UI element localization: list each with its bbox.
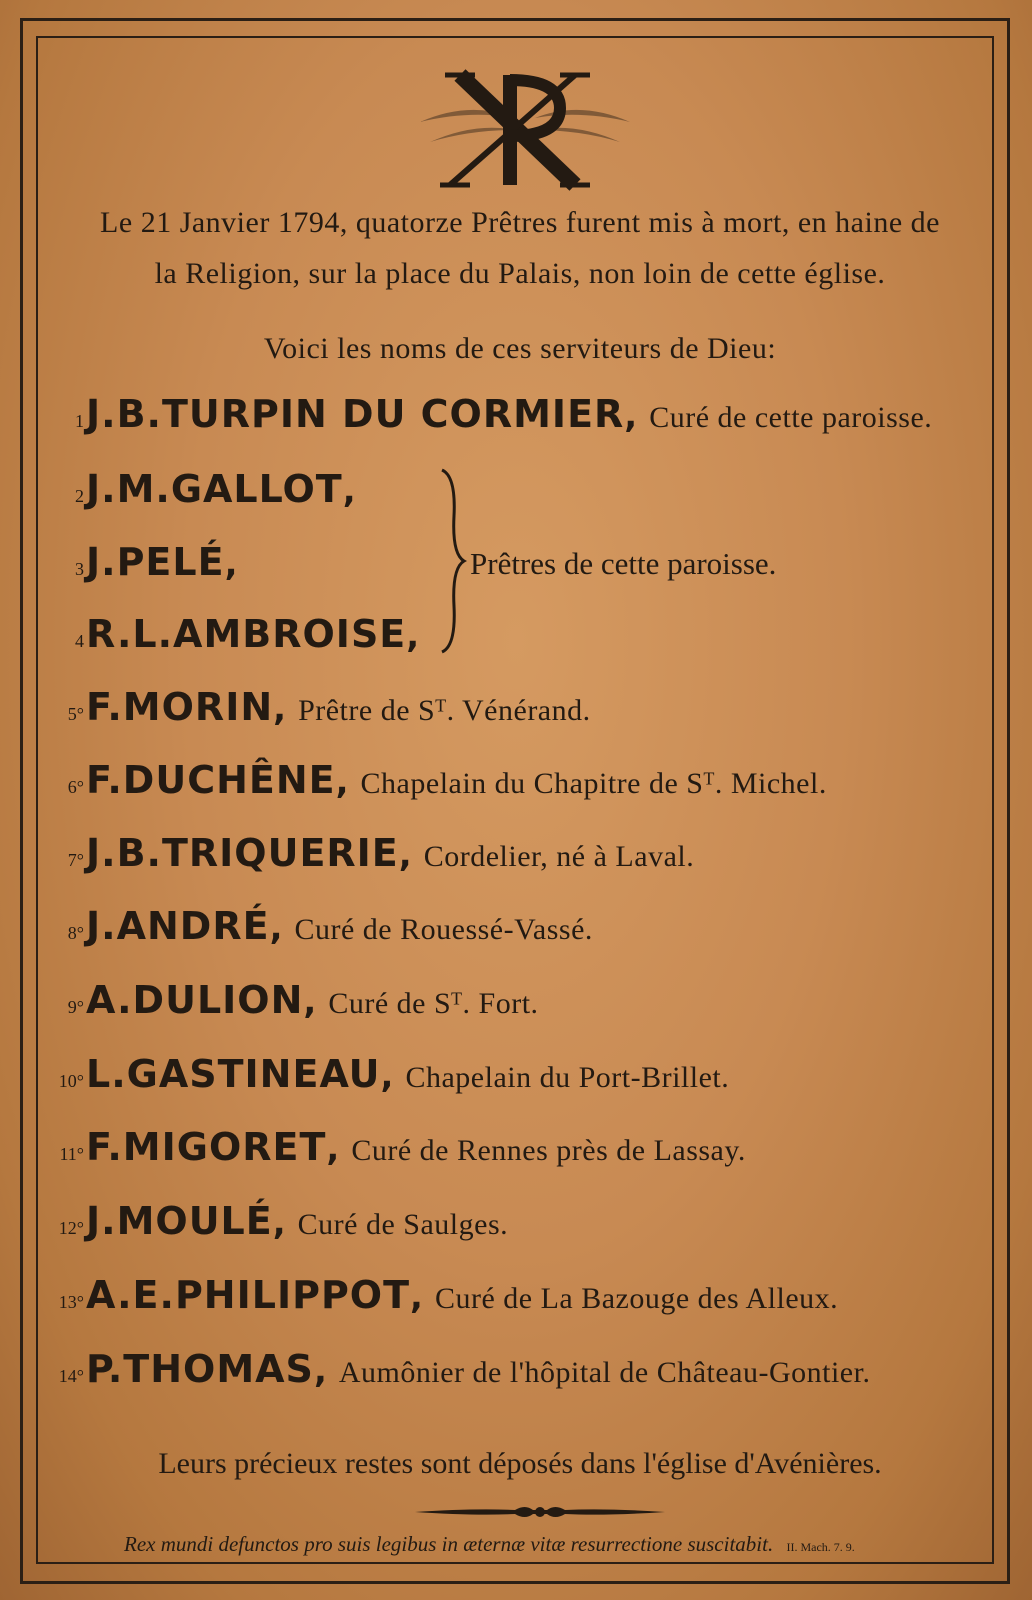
priest-name: J.M.GALLOT <box>86 467 343 511</box>
priest-name: P.THOMAS <box>86 1347 314 1391</box>
separator: , <box>272 1203 286 1243</box>
priest-row-5 <box>56 685 591 735</box>
priest-number: 5° <box>67 704 84 724</box>
intro-line-1: Le 21 Janvier 1794, quatorze Prêtres furent mis à mort, en haine de <box>100 206 940 239</box>
separator: , <box>380 1056 394 1096</box>
priest-name: A.DULION <box>86 978 304 1022</box>
priest-number: 1 <box>75 411 84 431</box>
priest-title: Curé de Rouessé-Vassé. <box>294 913 593 946</box>
separator: , <box>326 1129 340 1169</box>
priest-number: 6° <box>67 777 84 797</box>
priest-row-7 <box>56 831 694 881</box>
separator: , <box>313 1351 327 1391</box>
priest-number: 3 <box>75 559 84 579</box>
priest-name: J.ANDRÉ <box>86 904 270 948</box>
priest-row-9 <box>56 978 539 1028</box>
priest-number: 4 <box>75 631 84 651</box>
priest-name: J.PELÉ <box>86 540 225 584</box>
intro-line-2: la Religion, sur la place du Palais, non loin de cette église. <box>154 257 886 290</box>
separator: , <box>406 616 420 656</box>
priest-title: Curé de Saulges. <box>297 1208 509 1241</box>
separator: , <box>303 982 317 1022</box>
priest-row-14 <box>56 1347 870 1397</box>
priest-row-3 <box>56 540 249 590</box>
priest-row-6 <box>56 758 827 808</box>
priest-name: J.MOULÉ <box>86 1199 273 1243</box>
separator: , <box>224 544 238 584</box>
priest-row-2 <box>56 467 368 517</box>
priest-row-1 <box>56 392 932 442</box>
priest-name: J.B.TURPIN DU CORMIER <box>86 392 625 436</box>
priest-title: Chapelain du Port-Brillet. <box>405 1061 730 1094</box>
chi-rho-monogram-icon <box>410 60 640 200</box>
separator: , <box>335 762 349 802</box>
priest-name: R.L.AMBROISE <box>86 612 407 656</box>
priest-name: F.DUCHÊNE <box>86 758 336 802</box>
priest-number: 14° <box>58 1366 84 1386</box>
priest-title: Curé de La Bazouge des Alleux. <box>434 1282 839 1315</box>
priest-number: 13° <box>58 1292 84 1312</box>
priest-title: Curé de Rennes près de Lassay. <box>351 1134 746 1167</box>
inscription-reference: II. Mach. 7. 9. <box>786 1540 855 1554</box>
priest-row-10 <box>56 1052 729 1102</box>
priest-title: Aumônier de l'hôpital de Château-Gontier. <box>338 1356 871 1389</box>
priest-title: Chapelain du Chapitre de Sᵀ. Michel. <box>360 767 827 800</box>
priest-number: 10° <box>58 1071 84 1091</box>
list-heading: Voici les noms de ces serviteurs de Dieu: <box>263 332 777 365</box>
priest-name: J.B.TRIQUERIE <box>86 831 399 875</box>
ornament-divider-icon <box>415 1500 665 1524</box>
group-title: Prêtres de cette paroisse. <box>470 546 777 581</box>
priest-name: L.GASTINEAU <box>86 1052 381 1096</box>
separator: , <box>398 835 412 875</box>
priest-row-13 <box>56 1273 838 1323</box>
priest-row-8 <box>56 904 593 954</box>
priest-name: A.E.PHILIPPOT <box>86 1273 411 1317</box>
priest-number: 2 <box>75 486 84 506</box>
priest-title: Cordelier, né à Laval. <box>423 840 695 873</box>
priest-name: F.MORIN <box>86 685 274 729</box>
priest-number: 7° <box>67 850 84 870</box>
priest-number: 12° <box>58 1218 84 1238</box>
separator: , <box>410 1277 423 1317</box>
priest-number: 8° <box>67 923 84 943</box>
priest-number: 9° <box>67 997 84 1017</box>
priest-number: 11° <box>59 1144 84 1164</box>
priest-title: Prêtre de Sᵀ. Vénérand. <box>298 694 591 727</box>
closing-line: Leurs précieux restes sont déposés dans l'église d'Avénières. <box>158 1447 882 1480</box>
inscription-text: Rex mundi defunctos pro suis legibus in æternæ vitæ resurrectione suscitabit. <box>124 1532 774 1556</box>
latin-inscription <box>124 1532 855 1557</box>
separator: , <box>624 396 638 436</box>
separator: , <box>273 689 287 729</box>
priest-name: F.MIGORET <box>86 1125 327 1169</box>
priest-title: Curé de cette paroisse. <box>649 401 933 434</box>
priest-title: Curé de Sᵀ. Fort. <box>328 987 539 1020</box>
priest-row-11 <box>56 1125 746 1175</box>
brace-icon <box>438 466 468 656</box>
separator: , <box>269 908 283 948</box>
priest-row-4 <box>56 612 431 662</box>
priest-row-12 <box>56 1199 508 1249</box>
separator: , <box>342 471 356 511</box>
